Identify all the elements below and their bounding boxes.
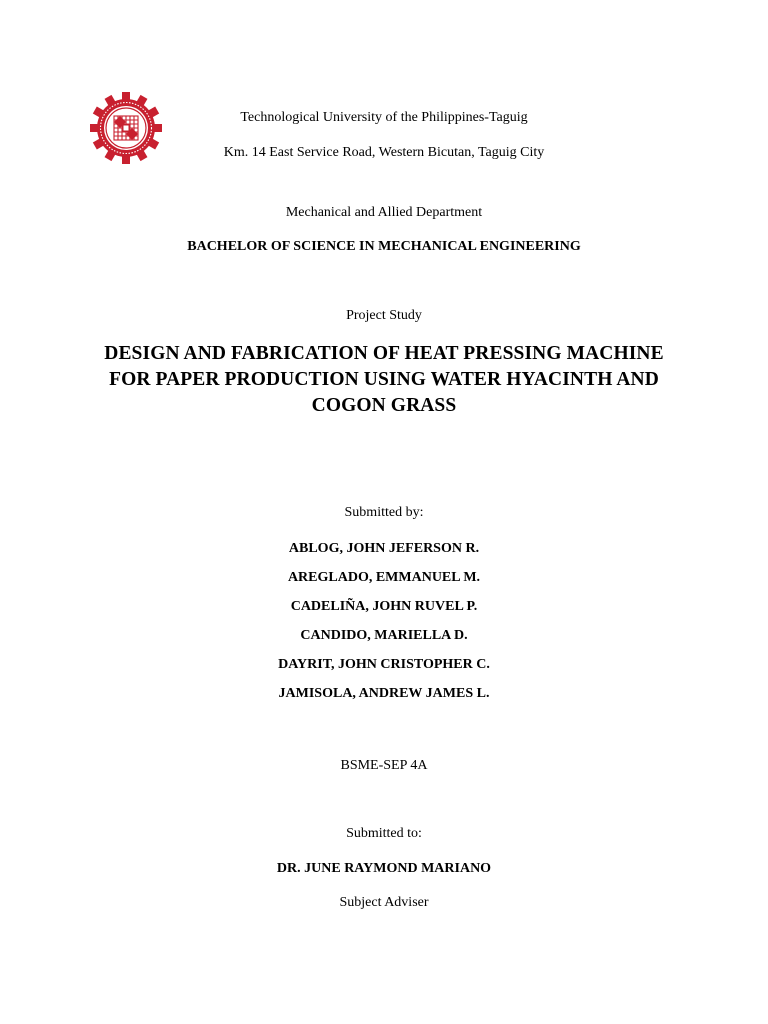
project-type: Project Study (346, 308, 422, 323)
author-name: DAYRIT, JOHN CRISTOPHER C. (278, 657, 490, 672)
program-name: BACHELOR OF SCIENCE IN MECHANICAL ENGINEERING (187, 239, 581, 254)
author-name: JAMISOLA, ANDREW JAMES L. (278, 686, 490, 701)
university-address: Km. 14 East Service Road, Western Bicutan, Taguig City (223, 145, 545, 160)
author-name: CANDIDO, MARIELLA D. (300, 628, 468, 643)
author-name: AREGLADO, EMMANUEL M. (287, 570, 481, 585)
university-name: Technological University of the Philippines-Taguig (240, 110, 528, 125)
adviser-name: DR. JUNE RAYMOND MARIANO (276, 861, 492, 876)
submitted-by-label: Submitted by: (344, 505, 424, 520)
project-title-line: FOR PAPER PRODUCTION USING WATER HYACINTH AND (109, 369, 659, 390)
adviser-role: Subject Adviser (339, 895, 429, 910)
author-name: CADELIÑA, JOHN RUVEL P. (290, 599, 478, 614)
section-label: BSME-SEP 4A (340, 758, 428, 773)
submitted-to-label: Submitted to: (346, 826, 422, 841)
project-title-line: DESIGN AND FABRICATION OF HEAT PRESSING MACHINE (104, 343, 664, 364)
project-title (84, 341, 684, 419)
author-name: ABLOG, JOHN JEFERSON R. (288, 541, 480, 556)
department-name: Mechanical and Allied Department (285, 205, 483, 220)
project-title-line: COGON GRASS (311, 395, 457, 416)
